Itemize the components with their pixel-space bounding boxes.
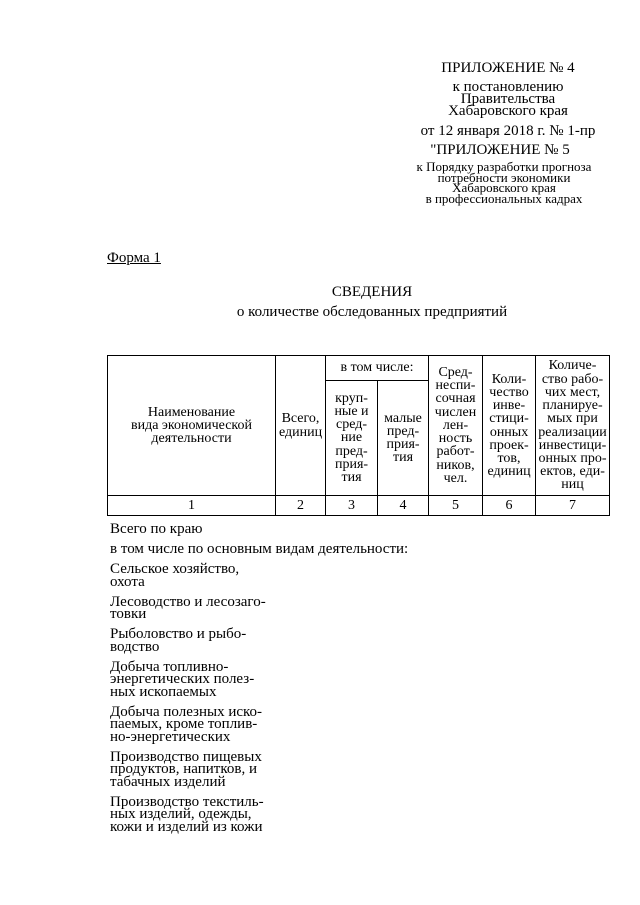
- header-planned-jobs: Количе- ство рабо- чих мест, планируе- мых при реализации инвестици- онных про- ектов, еди- ниц: [536, 356, 610, 496]
- header-large-medium: круп- ные и сред- ние пред- прия- тия: [326, 381, 378, 496]
- row-label-total-region: Всего по краю: [110, 521, 203, 537]
- column-number-1: 1: [108, 496, 276, 516]
- table-column-number-row: [108, 496, 610, 516]
- column-number-6: 6: [483, 496, 536, 516]
- enterprises-table: [107, 355, 610, 516]
- row-label-textile-production: Производство текстиль- ных изделий, одежды, кожи и изделий из кожи: [110, 793, 264, 835]
- header-investment-projects: Коли- чество инве- стици- онных проек- тов, единиц: [483, 356, 536, 496]
- table-header-row: [108, 356, 610, 381]
- row-label-forestry: Лесоводство и лесозаго- товки: [110, 593, 266, 622]
- row-label-fishing: Рыболовство и рыбо- водство: [110, 626, 247, 655]
- appendix-4-heading: ПРИЛОЖЕНИЕ № 4: [441, 60, 575, 76]
- resolution-reference: к постановлению Правительства Хабаровского края: [448, 79, 568, 119]
- header-avg-headcount: Сред- неспи- сочная числен лен- ность работ- ников, чел.: [429, 356, 483, 496]
- row-label-fuel-energy-mining: Добыча топливно- энергетических полез- ных ископаемых: [110, 658, 255, 700]
- column-number-3: 3: [326, 496, 378, 516]
- form-label: Форма 1: [107, 250, 161, 266]
- header-activity-name: Наименование вида экономической деятельности: [108, 356, 276, 496]
- procedure-reference: к Порядку разработки прогноза потребности экономики Хабаровского края в профессиональных кадрах: [416, 159, 592, 207]
- document-title: СВЕДЕНИЯ: [331, 284, 413, 300]
- table-body: [108, 356, 610, 516]
- header-including: в том числе:: [326, 356, 429, 381]
- row-label-other-mining: Добыча полезных иско- паемых, кроме топлив- но-энергетических: [110, 703, 263, 745]
- row-label-food-production: Производство пищевых продуктов, напитков, и табачных изделий: [110, 748, 262, 790]
- row-label-agriculture: Сельское хозяйство, охота: [110, 561, 240, 590]
- row-label-including-note: в том числе по основным видам деятельности:: [110, 541, 409, 557]
- resolution-date-number: от 12 января 2018 г. № 1-пр: [420, 123, 596, 139]
- document-subtitle: о количестве обследованных предприятий: [236, 304, 508, 320]
- header-small: малые пред- прия- тия: [378, 381, 429, 496]
- column-number-5: 5: [429, 496, 483, 516]
- column-number-7: 7: [536, 496, 610, 516]
- column-number-4: 4: [378, 496, 429, 516]
- appendix-5-heading: "ПРИЛОЖЕНИЕ № 5: [430, 142, 570, 158]
- activity-list: [110, 523, 408, 841]
- header-total-units: Всего, единиц: [276, 356, 326, 496]
- column-number-2: 2: [276, 496, 326, 516]
